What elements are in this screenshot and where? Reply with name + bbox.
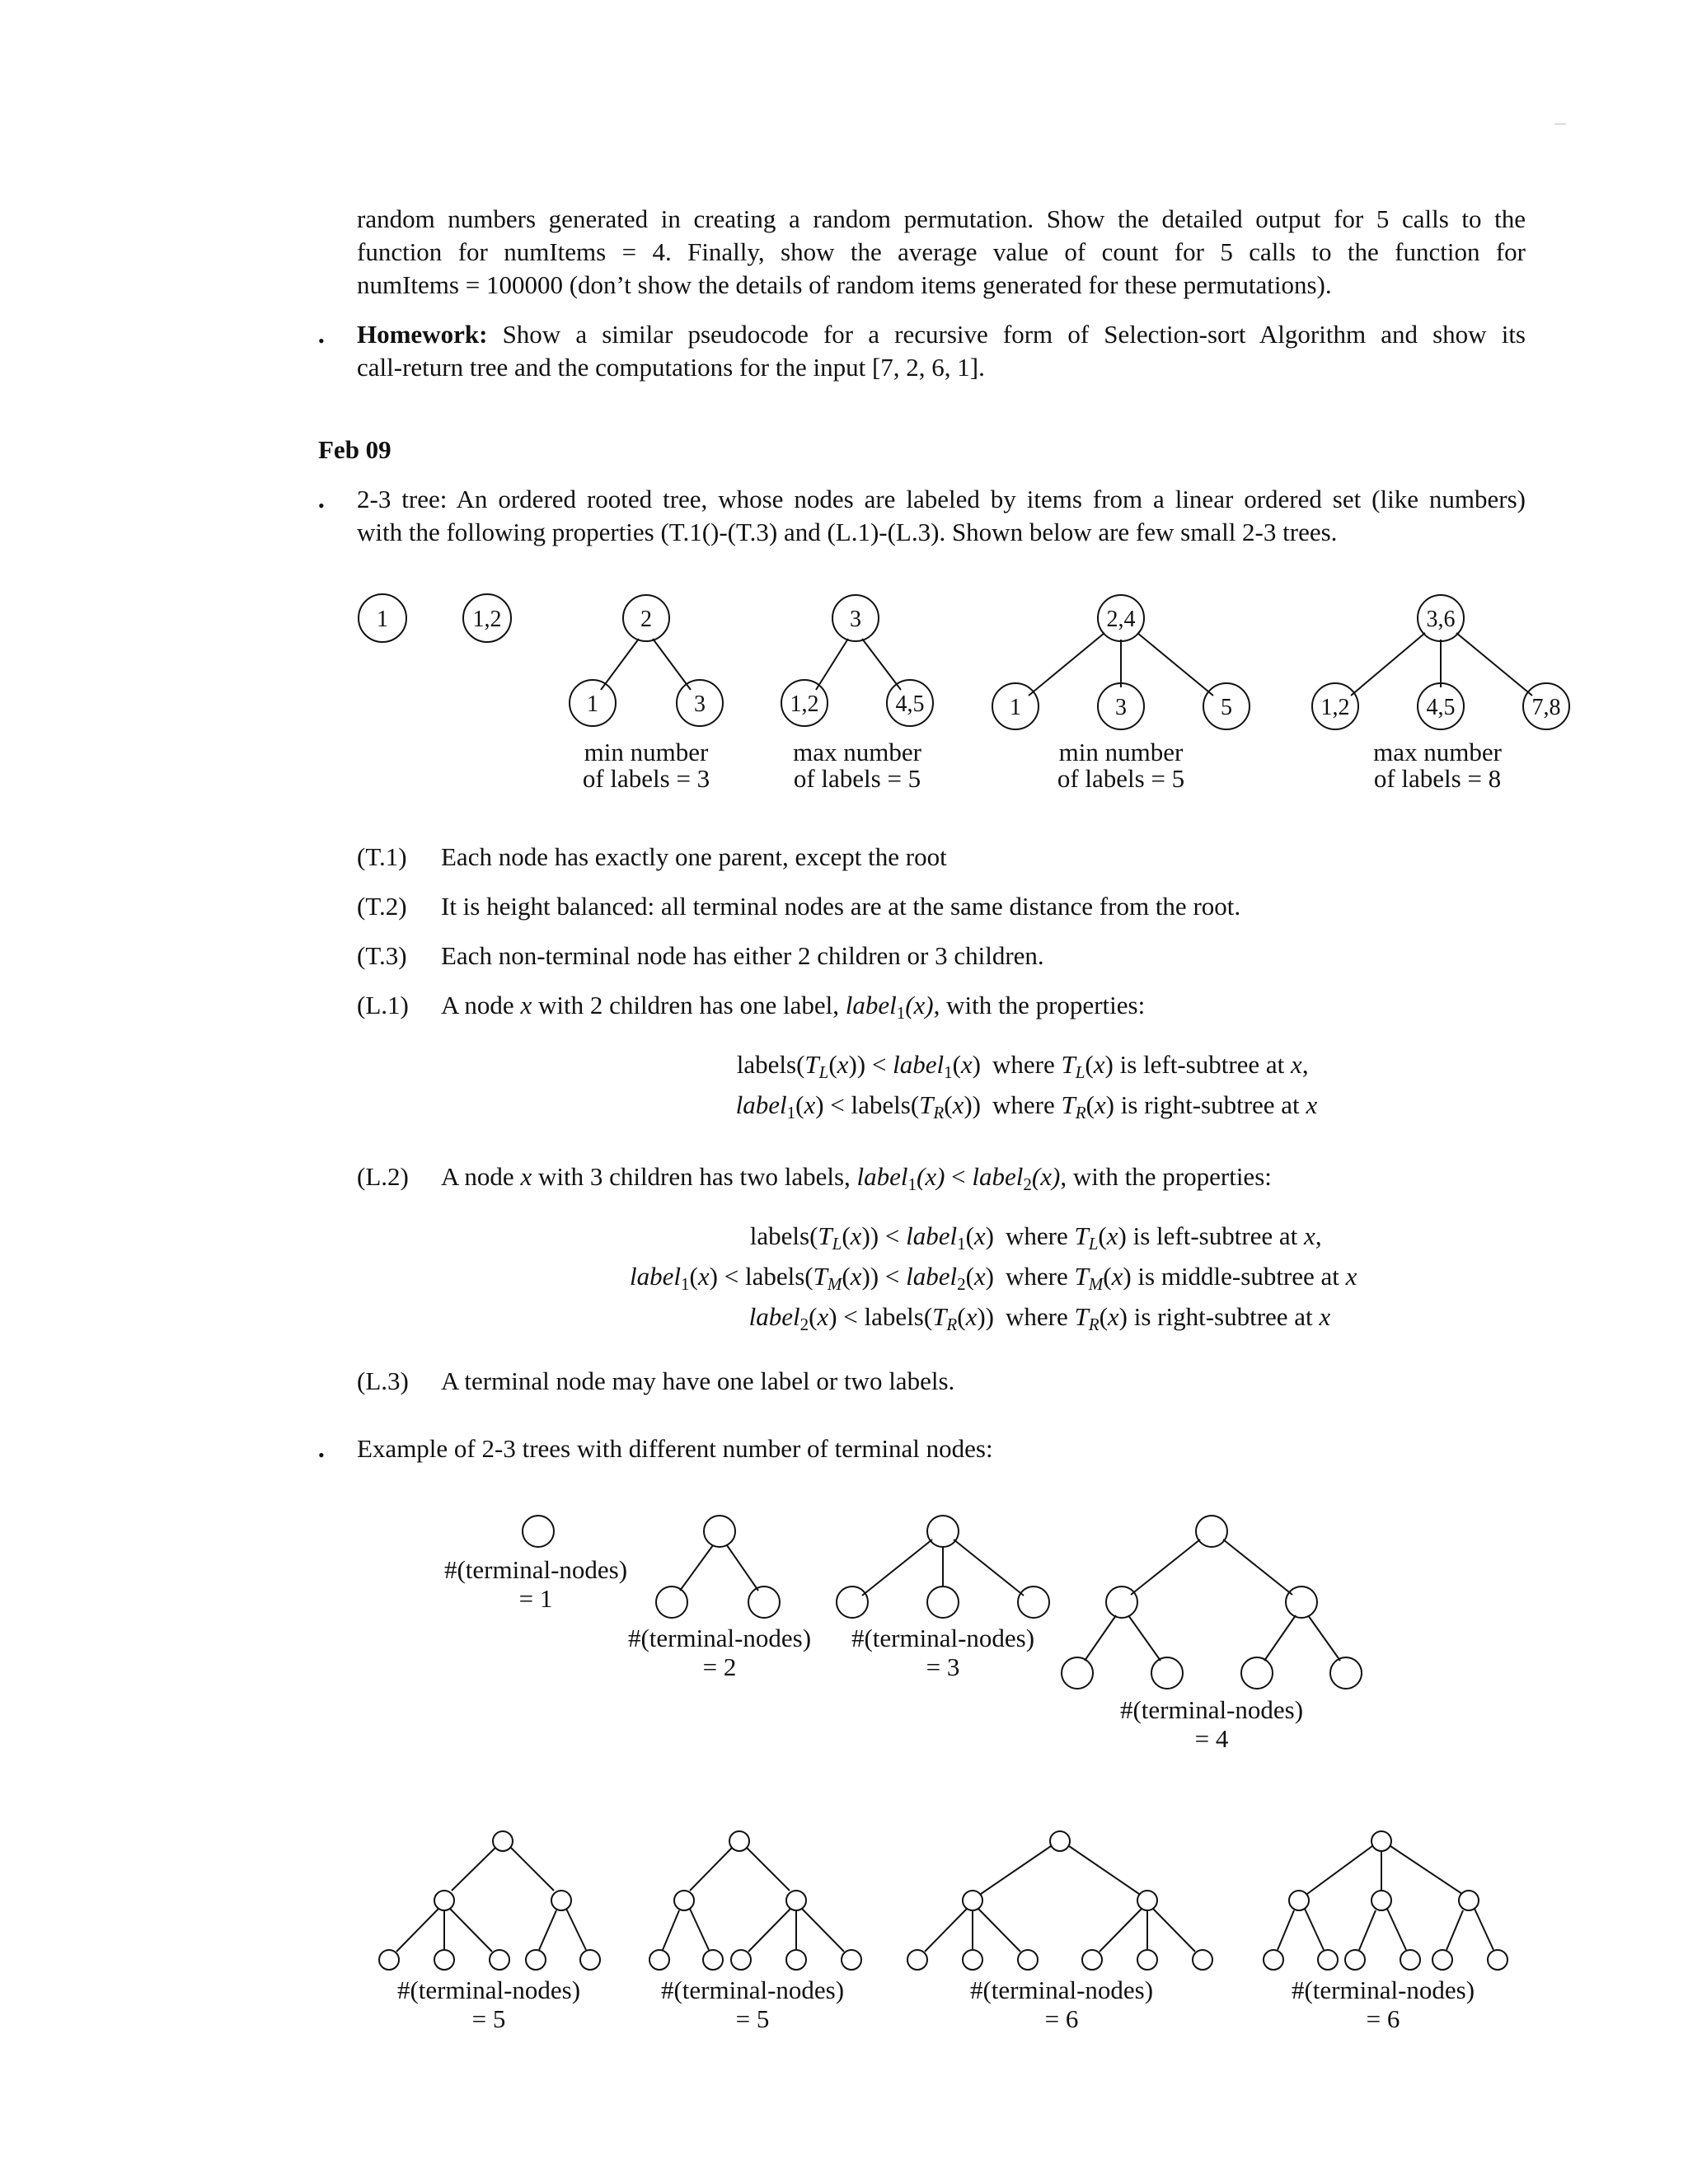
edge bbox=[1475, 1909, 1493, 1950]
terminal-count: = 3 bbox=[926, 1652, 960, 1681]
tree-node bbox=[1193, 1950, 1212, 1970]
math-op: < bbox=[843, 1302, 858, 1331]
tree-node bbox=[526, 1950, 546, 1970]
node-label: 3 bbox=[1115, 695, 1127, 720]
tree-node bbox=[580, 1950, 600, 1970]
tree-node bbox=[490, 1950, 509, 1970]
terminal-count: = 5 bbox=[471, 2004, 506, 2033]
math-sub: L bbox=[818, 1062, 829, 1082]
tree-node bbox=[1330, 1657, 1362, 1689]
rule-t2-label: (T.2) bbox=[357, 892, 407, 921]
node-label: 2,4 bbox=[1106, 607, 1136, 632]
tree-node bbox=[1400, 1950, 1420, 1970]
math-fn: label bbox=[906, 1221, 958, 1250]
edge bbox=[601, 639, 639, 690]
tree-node bbox=[493, 1831, 513, 1851]
tree-node bbox=[704, 1516, 735, 1547]
math-op: < bbox=[884, 1262, 900, 1291]
node-label: 4,5 bbox=[1426, 695, 1456, 720]
node-label: 1 bbox=[587, 691, 598, 717]
small-trees-figure bbox=[0, 577, 1688, 808]
homework-line-1 bbox=[357, 318, 1526, 351]
text-fragment: is middle-subtree at bbox=[1137, 1262, 1339, 1291]
math-sub: L bbox=[1088, 1234, 1099, 1254]
terminal-count: = 5 bbox=[735, 2004, 770, 2033]
tree-node bbox=[1018, 1950, 1038, 1970]
edge bbox=[1131, 1540, 1200, 1595]
rule-l1-text bbox=[441, 989, 1145, 1029]
caption-line: of labels = 8 bbox=[1373, 764, 1502, 793]
text-fragment: labels bbox=[736, 1050, 797, 1079]
tree-node bbox=[907, 1950, 927, 1970]
tree-node bbox=[1372, 1891, 1391, 1910]
math-var: x bbox=[1107, 1302, 1119, 1331]
tree-node bbox=[649, 1950, 669, 1970]
math-sub: 2 bbox=[799, 1315, 809, 1334]
math-var: x bbox=[1106, 1221, 1118, 1250]
text-fragment: labels bbox=[864, 1302, 924, 1331]
math-var: x bbox=[850, 1221, 862, 1250]
tree-node bbox=[551, 1891, 571, 1910]
terminal-caption: #(terminal-nodes) bbox=[969, 1975, 1154, 2004]
edge bbox=[802, 1909, 844, 1952]
math-sub: R bbox=[1088, 1315, 1100, 1334]
tree-node bbox=[1062, 1657, 1093, 1689]
math-fn: label bbox=[906, 1262, 958, 1291]
math-var: x bbox=[1094, 1090, 1106, 1119]
terminal-trees-figure bbox=[0, 1500, 1688, 2044]
math-var: x bbox=[804, 1090, 816, 1119]
homework-text-1: Show a similar pseudocode for a recursive form of Selection-sort Algorithm and show its bbox=[502, 320, 1526, 349]
node-label: 5 bbox=[1221, 695, 1232, 720]
edge bbox=[1029, 633, 1104, 696]
math-op: < bbox=[724, 1262, 739, 1291]
text-fragment: where bbox=[992, 1050, 1055, 1079]
node-label: 1,2 bbox=[790, 691, 819, 717]
tree-node bbox=[1286, 1586, 1317, 1618]
node-label: 3 bbox=[850, 607, 861, 632]
tree-node bbox=[786, 1891, 806, 1910]
intro-line-1: random numbers generated in creating a random permutation. Show the detailed output for 5 calls to the bbox=[357, 204, 1526, 233]
text-fragment: is left-subtree at bbox=[1119, 1050, 1285, 1079]
math-sub: 1 bbox=[907, 1174, 917, 1194]
math-var: x bbox=[520, 991, 532, 1019]
tree-node bbox=[927, 1586, 959, 1618]
tree-node bbox=[1241, 1657, 1273, 1689]
intro-line-3: numItems = 100000 (don’t show the details of random items generated for these permutations). bbox=[357, 270, 1332, 299]
math-op: < bbox=[830, 1090, 845, 1119]
tree-node bbox=[434, 1950, 454, 1970]
math-var: x bbox=[1291, 1050, 1302, 1079]
edge bbox=[862, 1540, 932, 1596]
text-fragment: where bbox=[1006, 1302, 1068, 1331]
edge bbox=[663, 1910, 679, 1950]
node-label: 1 bbox=[1010, 695, 1021, 720]
math-var: T bbox=[1061, 1090, 1076, 1119]
tree-node bbox=[379, 1950, 399, 1970]
rule-t1-text: Each node has exactly one parent, except the root bbox=[441, 842, 947, 871]
edge bbox=[1100, 1909, 1142, 1952]
edge bbox=[690, 1848, 732, 1891]
math-var: x bbox=[850, 1262, 862, 1291]
math-var: x bbox=[973, 1221, 986, 1250]
rule-l2-text bbox=[441, 1160, 1272, 1201]
math-arg: (x) bbox=[917, 1162, 945, 1191]
tree-node bbox=[523, 1516, 554, 1547]
terminal-count: = 6 bbox=[1366, 2004, 1400, 2033]
terminal-count: = 2 bbox=[702, 1652, 737, 1681]
terminal-caption: #(terminal-nodes) bbox=[1291, 1975, 1475, 2004]
edge bbox=[1308, 1615, 1340, 1661]
tree-node bbox=[434, 1891, 454, 1910]
node-label: 1,2 bbox=[472, 607, 502, 632]
tree-node bbox=[1289, 1891, 1309, 1910]
edge bbox=[1390, 1846, 1462, 1894]
math-var: T bbox=[813, 1262, 828, 1291]
tree-node bbox=[1488, 1950, 1507, 1970]
rule-t1-label: (T.1) bbox=[357, 842, 407, 871]
tree-intro-paragraph bbox=[357, 483, 1526, 549]
math-sub: 2 bbox=[957, 1274, 966, 1294]
tree-node bbox=[1137, 1950, 1157, 1970]
caption-line: min number bbox=[584, 738, 709, 766]
edge bbox=[925, 1909, 967, 1952]
edge bbox=[1307, 1846, 1372, 1894]
edge bbox=[1069, 1846, 1139, 1894]
tree-node bbox=[729, 1831, 749, 1851]
node-label: 3,6 bbox=[1426, 607, 1456, 632]
tree-node bbox=[674, 1891, 694, 1910]
edge bbox=[1137, 633, 1213, 696]
edge bbox=[1153, 1909, 1195, 1952]
edge bbox=[690, 1909, 709, 1950]
edge bbox=[1359, 1910, 1376, 1950]
intro-paragraph bbox=[357, 203, 1526, 302]
edge bbox=[396, 1909, 438, 1952]
l1-formula-left-2: label$_1$(x) < $labels(T_R(x))$ bbox=[735, 1090, 981, 1122]
math-var: x bbox=[960, 1050, 973, 1079]
math-var: T bbox=[1074, 1221, 1089, 1250]
tree-node bbox=[1459, 1891, 1479, 1910]
node-label: 1 bbox=[377, 607, 388, 632]
text-fragment: with 3 children has two labels, bbox=[532, 1162, 857, 1191]
terminal-count: = 1 bbox=[518, 1584, 553, 1613]
math-sub: 1 bbox=[944, 1062, 953, 1082]
terminal-caption: #(terminal-nodes) bbox=[396, 1975, 581, 2004]
text-fragment: labels bbox=[749, 1221, 810, 1250]
node-label: 3 bbox=[694, 691, 706, 717]
text-fragment: where bbox=[1006, 1221, 1068, 1250]
edge bbox=[862, 639, 901, 690]
math-sub: 2 bbox=[1023, 1174, 1032, 1194]
edge bbox=[981, 1846, 1051, 1894]
text-fragment: , with the properties: bbox=[1060, 1162, 1272, 1191]
math-fn: label bbox=[972, 1162, 1024, 1191]
edge bbox=[954, 1540, 1024, 1596]
terminal-count: = 6 bbox=[1044, 2004, 1079, 2033]
tree-node bbox=[1137, 1891, 1157, 1910]
tree-node bbox=[1196, 1516, 1227, 1547]
math-var: x bbox=[1111, 1262, 1123, 1291]
terminal-caption: #(terminal-nodes) bbox=[627, 1624, 812, 1652]
math-sub: 1 bbox=[896, 1003, 906, 1023]
edge bbox=[1223, 1540, 1292, 1595]
caption-line: max number bbox=[793, 738, 921, 766]
l1-formula-right-1: where $T_L(x)$ is left-subtree at x, bbox=[992, 1050, 1309, 1082]
caption-line: of labels = 3 bbox=[582, 764, 710, 793]
bullet-homework: • bbox=[318, 330, 325, 351]
edge bbox=[1456, 633, 1532, 696]
math-sub: M bbox=[1088, 1274, 1104, 1294]
math-sub: L bbox=[832, 1234, 842, 1254]
edge bbox=[1278, 1910, 1294, 1950]
edge bbox=[1387, 1909, 1406, 1950]
edge bbox=[1085, 1615, 1116, 1661]
rule-l2-label: (L.2) bbox=[357, 1162, 409, 1191]
text-fragment: , with the properties: bbox=[933, 991, 1146, 1019]
edge bbox=[680, 1545, 713, 1591]
rule-t3-text: Each non-terminal node has either 2 children or 3 children. bbox=[441, 941, 1044, 970]
edge bbox=[978, 1909, 1020, 1952]
bullet-tree-intro: • bbox=[318, 495, 325, 516]
tree-node bbox=[1264, 1950, 1283, 1970]
section-date: Feb 09 bbox=[318, 435, 392, 464]
tree-node bbox=[927, 1516, 959, 1547]
edge bbox=[748, 1909, 790, 1952]
text-fragment: with 2 children has one label, bbox=[532, 991, 846, 1019]
l2-formula-right-2: where $T_M(x)$ is middle-subtree at x bbox=[1006, 1262, 1357, 1294]
math-var: x bbox=[1319, 1302, 1331, 1331]
math-var: x bbox=[965, 1302, 978, 1331]
edge bbox=[452, 1848, 495, 1891]
text-fragment: A node bbox=[441, 991, 521, 1019]
math-op: < bbox=[945, 1162, 973, 1191]
tree-node bbox=[1372, 1831, 1391, 1851]
math-var: x bbox=[837, 1050, 849, 1079]
l2-formula-right-1: where $T_L(x)$ is left-subtree at x, bbox=[1006, 1221, 1322, 1254]
tree-node bbox=[842, 1950, 861, 1970]
math-fn: label bbox=[845, 991, 897, 1019]
math-arg: (x) bbox=[1031, 1162, 1061, 1191]
node-label: 1,2 bbox=[1320, 695, 1350, 720]
edge bbox=[653, 639, 691, 690]
tree-node bbox=[963, 1891, 982, 1910]
tree-node bbox=[1345, 1950, 1365, 1970]
math-var: T bbox=[919, 1090, 934, 1119]
text-fragment: is right-subtree at bbox=[1120, 1090, 1300, 1119]
caption-line: of labels = 5 bbox=[793, 764, 921, 793]
math-sub: 1 bbox=[957, 1234, 966, 1254]
tree-node bbox=[1151, 1657, 1183, 1689]
terminal-caption: #(terminal-nodes) bbox=[1119, 1695, 1304, 1724]
math-var: T bbox=[804, 1050, 819, 1079]
math-var: T bbox=[932, 1302, 947, 1331]
caption-line: min number bbox=[1058, 738, 1184, 766]
homework-label: Homework: bbox=[357, 320, 488, 349]
l2-formula-right-3: where $T_R(x)$ is right-subtree at x bbox=[1006, 1302, 1331, 1334]
math-var: T bbox=[1074, 1262, 1089, 1291]
tree-node bbox=[1106, 1586, 1137, 1618]
math-sub: 1 bbox=[786, 1103, 796, 1122]
text-fragment: is left-subtree at bbox=[1132, 1221, 1298, 1250]
math-var: x bbox=[520, 1162, 532, 1191]
tree-node bbox=[786, 1950, 806, 1970]
math-op: < bbox=[884, 1221, 900, 1250]
text-fragment: is right-subtree at bbox=[1133, 1302, 1313, 1331]
edge bbox=[1351, 633, 1425, 696]
tree-node bbox=[731, 1950, 751, 1970]
math-sub: 1 bbox=[681, 1274, 690, 1294]
bullet-example: • bbox=[318, 1445, 325, 1465]
tree-node bbox=[1318, 1950, 1338, 1970]
edge bbox=[511, 1848, 554, 1891]
rule-l1-label: (L.1) bbox=[357, 991, 409, 1019]
math-var: x bbox=[973, 1262, 986, 1291]
math-var: x bbox=[1304, 1221, 1315, 1250]
edge bbox=[450, 1909, 492, 1952]
tree-node bbox=[1082, 1950, 1102, 1970]
caption-line: max number bbox=[1373, 738, 1502, 766]
math-sub: R bbox=[1075, 1103, 1086, 1122]
math-fn: label bbox=[856, 1162, 908, 1191]
tree-node bbox=[1050, 1831, 1070, 1851]
edge bbox=[816, 639, 848, 690]
node-label: 2 bbox=[640, 607, 652, 632]
math-sub: L bbox=[1075, 1062, 1085, 1082]
rule-l3-label: (L.3) bbox=[357, 1366, 409, 1395]
math-sub: R bbox=[946, 1315, 958, 1334]
math-var: T bbox=[1061, 1050, 1076, 1079]
math-fn: label bbox=[735, 1090, 787, 1119]
l2-formula-left-3: label$_2$(x) < $labels(T_R(x))$ bbox=[748, 1302, 994, 1334]
math-var: T bbox=[818, 1221, 832, 1250]
math-var: x bbox=[817, 1302, 829, 1331]
terminal-caption: #(terminal-nodes) bbox=[660, 1975, 845, 2004]
math-var: x bbox=[1306, 1090, 1318, 1119]
l1-formula-right bbox=[992, 1048, 1339, 1129]
tree-node bbox=[963, 1950, 982, 1970]
text-fragment: where bbox=[1006, 1262, 1068, 1291]
l1-formula-right-2: where $T_R(x)$ is right-subtree at x bbox=[992, 1090, 1318, 1122]
intro-line-2: function for numItems = 4. Finally, show the average value of count for 5 calls to the function for bbox=[357, 237, 1526, 266]
math-op: < bbox=[871, 1050, 887, 1079]
tree-node bbox=[656, 1586, 687, 1618]
math-var: x bbox=[1345, 1262, 1357, 1291]
text-fragment: labels bbox=[744, 1262, 805, 1291]
edge bbox=[1305, 1909, 1324, 1950]
homework-line-2: call-return tree and the computations for the input [7, 2, 6, 1]. bbox=[357, 353, 985, 382]
tree-node bbox=[1432, 1950, 1452, 1970]
caption-line: of labels = 5 bbox=[1057, 764, 1185, 793]
math-var: x bbox=[952, 1090, 964, 1119]
math-var: T bbox=[1074, 1302, 1089, 1331]
rule-t2-text: It is height balanced: all terminal nodes are at the same distance from the root. bbox=[441, 892, 1241, 921]
tree-node bbox=[703, 1950, 723, 1970]
terminal-count: = 4 bbox=[1194, 1724, 1229, 1753]
math-fn: label bbox=[630, 1262, 682, 1291]
edge bbox=[539, 1910, 556, 1950]
edge bbox=[1447, 1910, 1463, 1950]
edge bbox=[727, 1545, 758, 1591]
l2-formula-left-1: $labels(T_L(x))$ < label$_1$(x) bbox=[749, 1221, 994, 1254]
l2-formula-left bbox=[495, 1220, 994, 1341]
terminal-caption: #(terminal-nodes) bbox=[443, 1555, 628, 1584]
edge bbox=[1264, 1615, 1296, 1661]
math-var: x bbox=[1093, 1050, 1105, 1079]
l2-formula-left-2: label$_1$(x) < $labels(T_M(x))$ < label$_2$(x) bbox=[630, 1262, 994, 1294]
edge bbox=[566, 1909, 586, 1950]
text-fragment: labels bbox=[851, 1090, 911, 1119]
math-sub: R bbox=[933, 1103, 945, 1122]
rule-l3-text: A terminal node may have one label or two labels. bbox=[441, 1366, 955, 1395]
l1-formula-left-1: $labels(T_L(x))$ < label$_1$(x) bbox=[736, 1050, 981, 1082]
rule-t3-label: (T.3) bbox=[357, 941, 407, 970]
terminal-caption: #(terminal-nodes) bbox=[851, 1624, 1035, 1652]
tree-node bbox=[748, 1586, 780, 1618]
node-label: 4,5 bbox=[895, 691, 925, 717]
math-var: x bbox=[697, 1262, 710, 1291]
text-fragment: A node bbox=[441, 1162, 521, 1191]
text-fragment: where bbox=[992, 1090, 1055, 1119]
edge bbox=[1128, 1615, 1160, 1661]
node-label: 7,8 bbox=[1531, 695, 1561, 720]
tree-intro-line-1: 2-3 tree: An ordered rooted tree, whose nodes are labeled by items from a linear ordered set (like numbers) bbox=[357, 485, 1526, 513]
math-arg: (x) bbox=[905, 991, 934, 1019]
edge bbox=[747, 1848, 790, 1891]
tree-node bbox=[1018, 1586, 1049, 1618]
l1-formula-left bbox=[495, 1048, 981, 1129]
tree-node bbox=[837, 1586, 868, 1618]
math-sub: M bbox=[827, 1274, 842, 1294]
tree-intro-line-2: with the following properties (T.1()-(T.3) and (L.1)-(L.3). Shown below are few small 2-3 trees. bbox=[357, 518, 1338, 546]
example-intro: Example of 2-3 trees with different number of terminal nodes: bbox=[357, 1434, 993, 1463]
l2-formula-right bbox=[1006, 1220, 1418, 1341]
math-fn: label bbox=[748, 1302, 800, 1331]
homework-paragraph bbox=[357, 318, 1526, 384]
math-fn: label bbox=[893, 1050, 945, 1079]
